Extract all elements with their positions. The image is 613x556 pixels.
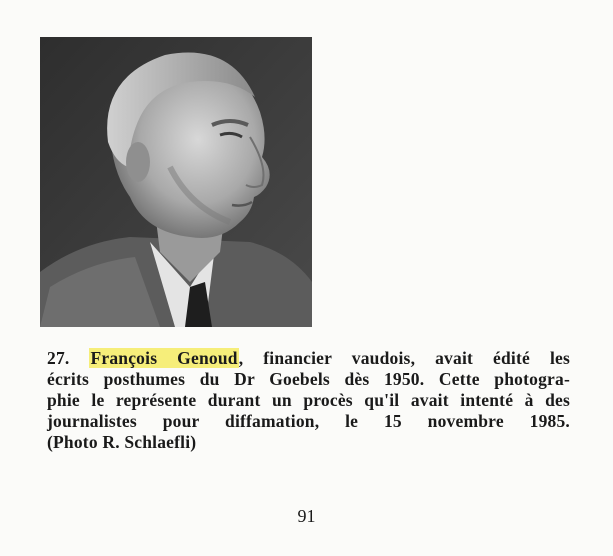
caption-line-1-rest: , financier vaudois, avait édité les [238, 348, 570, 368]
caption-line-5: (Photo R. Schlaefli) [47, 432, 197, 452]
portrait-photo [40, 37, 312, 327]
caption-number: 27. [47, 348, 70, 368]
photo-caption [47, 348, 570, 453]
portrait-image [40, 37, 312, 327]
page-number: 91 [297, 506, 316, 526]
caption-line-3: phie le représente durant un procès qu'il avait intenté à des [47, 390, 570, 410]
highlighted-name: François Genoud [90, 348, 238, 368]
caption-line-2: écrits posthumes du Dr Goebels dès 1950. Cette photogra- [47, 369, 570, 389]
caption-line-4: journalistes pour diffamation, le 15 novembre 1985. [47, 411, 570, 431]
caption-line-1 [47, 348, 570, 369]
